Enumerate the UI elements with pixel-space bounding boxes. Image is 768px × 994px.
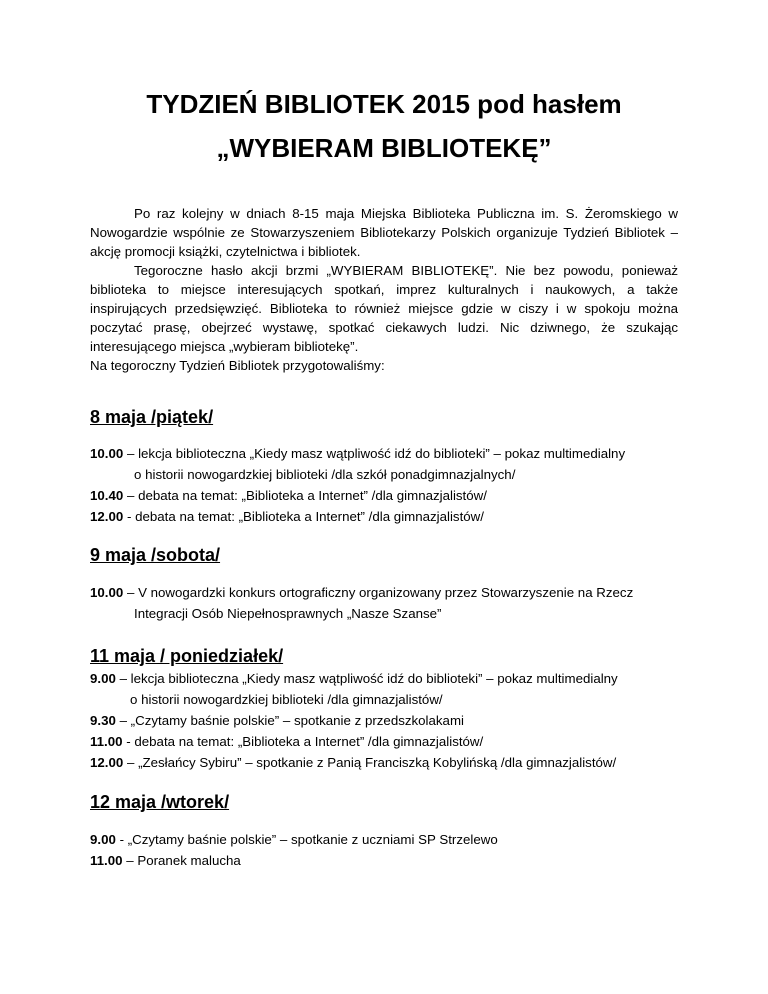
schedule-list-1: [90, 443, 690, 527]
schedule-list-4: [90, 829, 690, 871]
intro-paragraph-3: Na tegoroczny Tydzień Bibliotek przygotowaliśmy:: [90, 358, 385, 373]
entry-time: 11.00: [90, 853, 123, 868]
intro-section: [90, 204, 678, 375]
schedule-entry: [90, 752, 690, 773]
day-heading-4: 12 maja /wtorek/: [90, 792, 230, 812]
day-heading-2: 9 maja /sobota/: [90, 545, 221, 565]
entry-time: 11.00: [90, 734, 123, 749]
entry-time: 12.00: [90, 755, 124, 770]
schedule-entry: [90, 582, 690, 624]
entry-text: – „Zesłańcy Sybiru” – spotkanie z Panią Franciszką Kobylińską /dla gimnazjalistów/: [123, 755, 617, 770]
intro-paragraph-2: Tegoroczne hasło akcji brzmi „WYBIERAM BIBLIOTEKĘ”. Nie bez powodu, ponieważ biblioteka to miejsce interesujących spotkań, imprez kulturalnych i naukowych, a także inspirujących przedsięwzięć. Biblioteka to również miejsce gdzie w ciszy i w spokoju można poczytać prasę, obejrzeć wystawę, spotkać ciekawych ludzi. Nic dziwnego, że szukając interesującego miejsca „wybieram bibliotekę”.: [90, 263, 678, 354]
title-line-1: TYDZIEŃ BIBLIOTEK 2015 pod hasłem: [146, 89, 622, 119]
entry-text: - „Czytamy baśnie polskie” – spotkanie z uczniami SP Strzelewo: [115, 832, 498, 847]
day-heading-1: 8 maja /piątek/: [90, 407, 214, 427]
day-heading-3: 11 maja / poniedziałek/: [90, 646, 284, 666]
entry-time: 9.00: [90, 832, 116, 847]
entry-text: – „Czytamy baśnie polskie” – spotkanie z przedszkolakami: [115, 713, 464, 728]
title-line-2: „WYBIERAM BIBLIOTEKĘ”: [216, 133, 552, 163]
schedule-entry: [90, 668, 690, 710]
entry-text: – debata na temat: „Biblioteka a Internet” /dla gimnazjalistów/: [123, 488, 487, 503]
schedule-entry: [90, 829, 690, 850]
schedule-entry: [90, 710, 690, 731]
schedule-entry: [90, 506, 690, 527]
entry-continuation: o historii nowogardzkiej biblioteki /dla szkół ponadgimnazjalnych/: [134, 467, 516, 482]
schedule-list-2: [90, 582, 690, 624]
intro-paragraph-1: Po raz kolejny w dniach 8-15 maja Miejska Biblioteka Publiczna im. S. Żeromskiego w Nowogardzie wspólnie ze Stowarzyszeniem Bibliotekarzy Polskich organizuje Tydzień Bibliotek – akcję promocji książki, czytelnictwa i bibliotek.: [90, 206, 678, 259]
entry-continuation: o historii nowogardzkiej biblioteki /dla gimnazjalistów/: [130, 692, 443, 707]
entry-time: 9.30: [90, 713, 116, 728]
entry-text: – lekcja biblioteczna „Kiedy masz wątpliwość idź do biblioteki” – pokaz multimedialny: [115, 671, 618, 686]
schedule-entry: [90, 485, 690, 506]
entry-text: – lekcja biblioteczna „Kiedy masz wątpliwość idź do biblioteki” – pokaz multimedialny: [123, 446, 626, 461]
schedule-entry: [90, 443, 690, 485]
schedule-list-3: [90, 668, 690, 773]
entry-text: – V nowogardzki konkurs ortograficzny organizowany przez Stowarzyszenie na Rzecz: [123, 585, 634, 600]
entry-continuation: Integracji Osób Niepełnosprawnych „Nasze Szanse”: [134, 606, 442, 621]
entry-text: - debata na temat: „Biblioteka a Internet” /dla gimnazjalistów/: [122, 734, 484, 749]
entry-time: 10.00: [90, 585, 124, 600]
entry-time: 10.40: [90, 488, 124, 503]
entry-text: – Poranek malucha: [122, 853, 241, 868]
entry-time: 12.00: [90, 509, 124, 524]
entry-time: 10.00: [90, 446, 124, 461]
entry-time: 9.00: [90, 671, 116, 686]
schedule-entry: [90, 731, 690, 752]
entry-text: - debata na temat: „Biblioteka a Internet” /dla gimnazjalistów/: [123, 509, 484, 524]
schedule-entry: [90, 850, 690, 871]
